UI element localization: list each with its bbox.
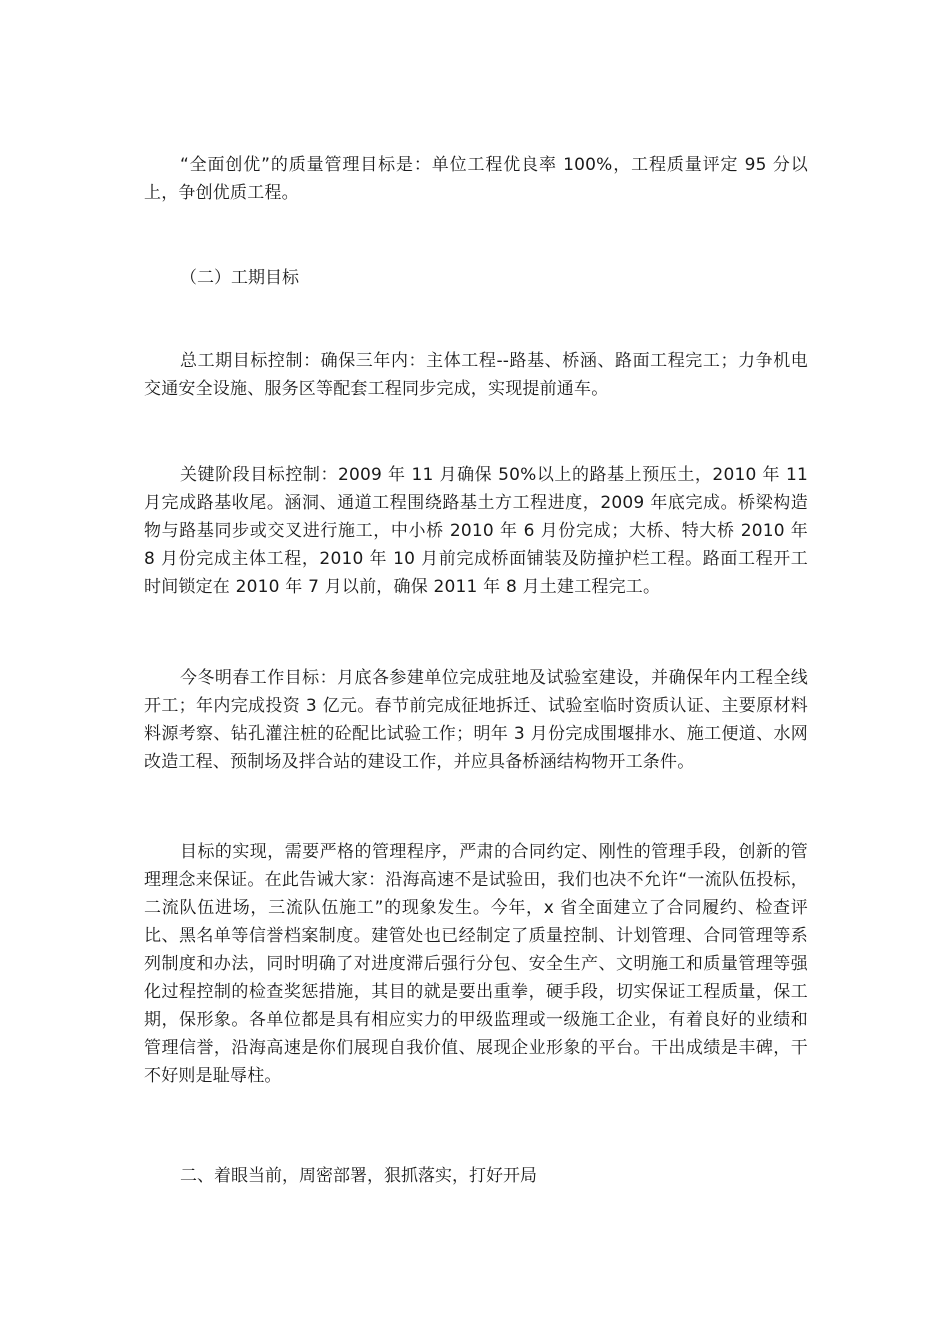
paragraph-winter-spring: 今冬明春工作目标：月底各参建单位完成驻地及试验室建设，并确保年内工程全线开工；年内完成投资 3 亿元。春节前完成征地拆迁、试验室临时资质认证、主要原材料料源考察、钻孔灌注桩的砼配比试验工作；明年 3 月份完成围堰排水、施工便道、水网改造工程、预制场及拌合站的建设工作，并应具备桥涵结构物开工条件。 (144, 668, 808, 772)
section-heading-schedule: （二）工期目标 (180, 268, 299, 288)
section-heading-two: 二、着眼当前，周密部署，狠抓落实，打好开局 (180, 1166, 537, 1186)
paragraph-goal-realization: 目标的实现，需要严格的管理程序，严肃的合同约定、刚性的管理手段，创新的管理理念来保证。在此告诫大家：沿海高速不是试验田，我们也决不允许“一流队伍投标，二流队伍进场，三流队伍施工”的现象发生。今年，x 省全面建立了合同履约、检查评比、黑名单等信誉档案制度。建管处也已经制定了质量控制、计划管理、合同管理等系列制度和办法，同时明确了对进度滞后强行分包、安全生产、文明施工和质量管理等强化过程控制的检查奖惩措施，其目的就是要出重拳，硬手段，切实保证工程质量，保工期，保形象。各单位都是具有相应实力的甲级监理或一级施工企业，有着良好的业绩和管理信誉，沿海高速是你们展现自我价值、展现企业形象的平台。干出成绩是丰碑，干不好则是耻辱柱。 (144, 842, 808, 1086)
paragraph-quality-goal: “全面创优”的质量管理目标是：单位工程优良率 100%，工程质量评定 95 分以上，争创优质工程。 (144, 155, 808, 203)
paragraph-key-stage: 关键阶段目标控制：2009 年 11 月确保 50%以上的路基上预压土，2010 年 11 月完成路基收尾。涵洞、通道工程围绕路基土方工程进度，2009 年底完成。桥梁构造物与路基同步或交叉进行施工，中小桥 2010 年 6 月份完成；大桥、特大桥 2010 年 8 月份完成主体工程，2010 年 10 月前完成桥面铺装及防撞护栏工程。路面工程开工时间锁定在 2010 年 7 月以前，确保 2011 年 8 月土建工程完工。 (144, 465, 808, 597)
paragraph-overall-schedule: 总工期目标控制：确保三年内：主体工程--路基、桥涵、路面工程完工；力争机电交通安全设施、服务区等配套工程同步完成，实现提前通车。 (144, 351, 808, 399)
